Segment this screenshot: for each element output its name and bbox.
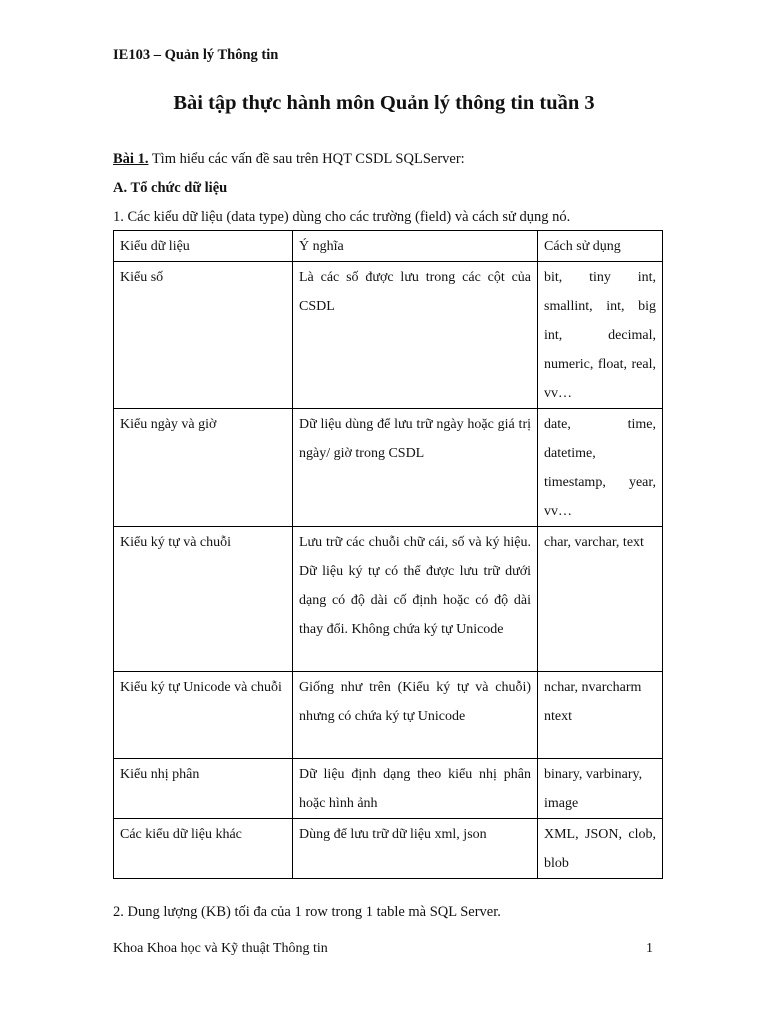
cell-usage: nchar, nvarcharm ntext	[538, 672, 663, 759]
table-row	[114, 819, 663, 879]
bai1-paragraph	[113, 151, 465, 168]
table-header-row	[114, 231, 663, 262]
header-cell-meaning: Ý nghĩa	[293, 231, 538, 262]
table-row	[114, 262, 663, 409]
cell-meaning: Dữ liệu định dạng theo kiểu nhị phân hoặc hình ảnh	[293, 759, 538, 819]
cell-usage: date, time, datetime, timestamp, year, vv…	[538, 409, 663, 527]
cell-usage: binary, varbinary, image	[538, 759, 663, 819]
table-row	[114, 409, 663, 527]
cell-usage: bit, tiny int, smallint, int, big int, decimal, numeric, float, real, vv…	[538, 262, 663, 409]
cell-meaning: Dùng để lưu trữ dữ liệu xml, json	[293, 819, 538, 879]
cell-type: Các kiểu dữ liệu khác	[114, 819, 293, 879]
cell-meaning: Giống như trên (Kiểu ký tự và chuỗi) nhưng có chứa ký tự Unicode	[293, 672, 538, 759]
table-row	[114, 759, 663, 819]
cell-usage: XML, JSON, clob, blob	[538, 819, 663, 879]
item-1-text: 1. Các kiểu dữ liệu (data type) dùng cho các trường (field) và cách sử dụng nó.	[113, 209, 571, 225]
cell-type: Kiểu nhị phân	[114, 759, 293, 819]
cell-type: Kiểu số	[114, 262, 293, 409]
section-a-heading: A. Tổ chức dữ liệu	[113, 180, 228, 196]
bai1-text: Tìm hiểu các vấn đề sau trên HQT CSDL SQLServer:	[148, 151, 465, 167]
cell-type: Kiểu ký tự Unicode và chuỗi	[114, 672, 293, 759]
cell-type: Kiểu ngày và giờ	[114, 409, 293, 527]
cell-usage: char, varchar, text	[538, 527, 663, 672]
table-row	[114, 672, 663, 759]
document-header: IE103 – Quản lý Thông tin	[113, 47, 279, 63]
cell-meaning: Lưu trữ các chuỗi chữ cái, số và ký hiệu. Dữ liệu ký tự có thể được lưu trữ dưới dạng có độ dài cố định hoặc có độ dài thay đổi. Không chứa ký tự Unicode	[293, 527, 538, 672]
cell-type: Kiểu ký tự và chuỗi	[114, 527, 293, 672]
cell-meaning: Là các số được lưu trong các cột của CSDL	[293, 262, 538, 409]
item-2-text: 2. Dung lượng (KB) tối đa của 1 row trong 1 table mà SQL Server.	[113, 904, 501, 920]
cell-meaning: Dữ liệu dùng để lưu trữ ngày hoặc giá trị ngày/ giờ trong CSDL	[293, 409, 538, 527]
bai1-label: Bài 1.	[113, 151, 149, 167]
data-types-table	[113, 230, 663, 879]
header-cell-type: Kiểu dữ liệu	[114, 231, 293, 262]
header-cell-usage: Cách sử dụng	[538, 231, 663, 262]
page-number: 1	[646, 941, 653, 956]
footer-department: Khoa Khoa học và Kỹ thuật Thông tin	[113, 941, 328, 956]
table-row	[114, 527, 663, 672]
page-title: Bài tập thực hành môn Quản lý thông tin tuần 3	[173, 92, 595, 114]
